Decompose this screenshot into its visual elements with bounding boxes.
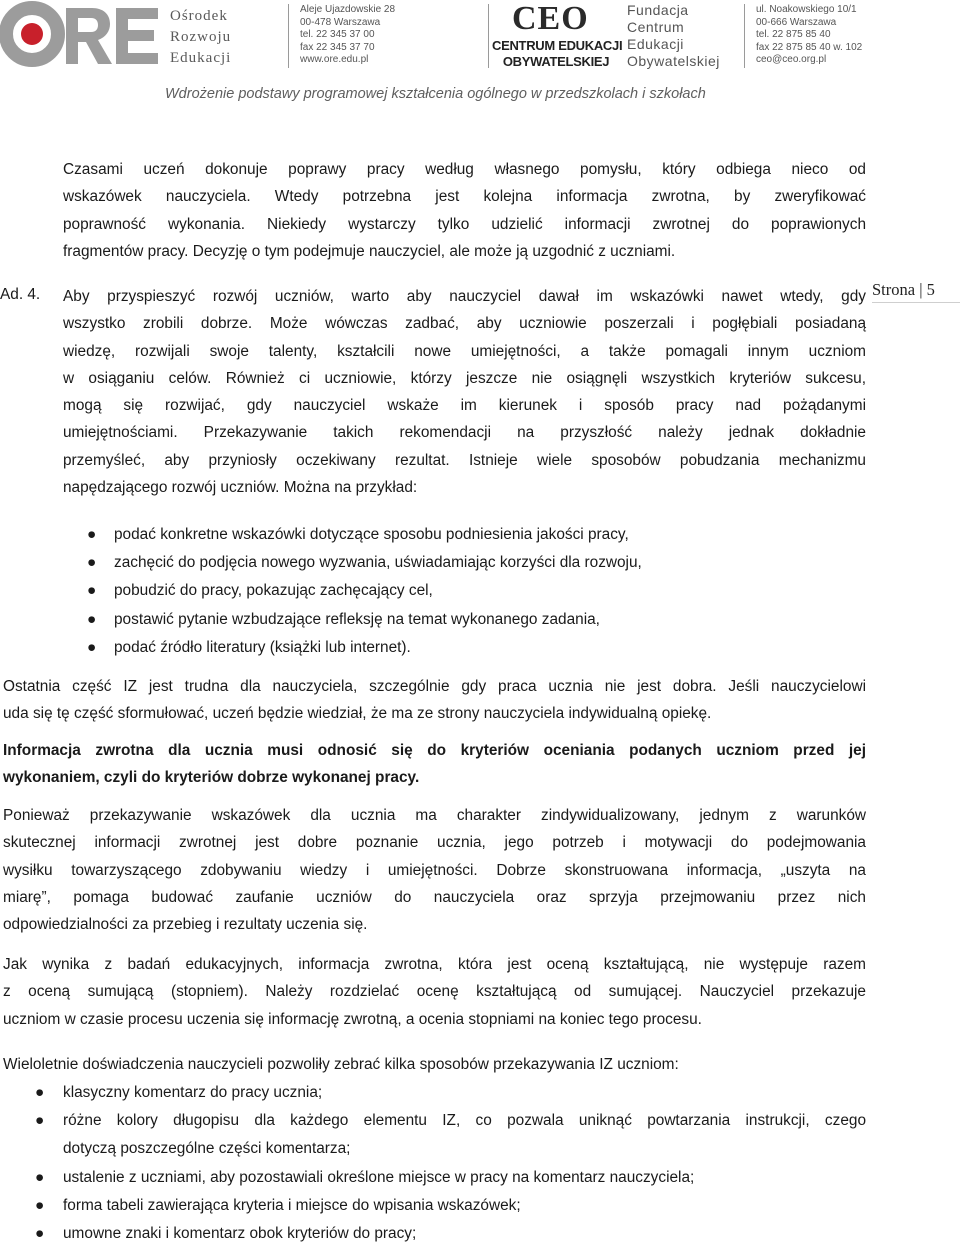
divider bbox=[288, 4, 289, 68]
ceo-address: ul. Noakowskiego 10/1 00-666 Warszawa tel. 22 875 85 40 fax 22 875 85 40 w. 102 ceo@ceo.org.pl bbox=[756, 4, 863, 65]
paragraph: Jak wynika z badań edukacyjnych, informacja zwrotna, która jest oceną kształtującą, nie występuje razem z oceną sumującą (stopniem). Należy rozdzielać ocenę kształtującą od sumującej. Nauczyciel przekazuje uczniom w czasie procesu uczenia się informację zwrotną, a ocenia stopniami na koniec tego procesu. bbox=[3, 956, 866, 1028]
ceo-foundation-name: Fundacja Centrum Edukacji Obywatelskiej bbox=[627, 2, 720, 69]
list-item: ● ustalenie z uczniami, aby pozostawiali określone miejsce w pracy na komentarz nauczyciela; bbox=[35, 1168, 695, 1186]
list-item: ● postawić pytanie wzbudzające refleksję na temat wykonanego zadania, bbox=[87, 610, 600, 628]
ore-logo bbox=[0, 0, 160, 70]
ore-name: Ośrodek Rozwoju Edukacji bbox=[170, 8, 232, 66]
paragraph: Wieloletnie doświadczenia nauczycieli pozwoliły zebrać kilka sposobów przekazywania IZ uczniom: bbox=[3, 1056, 679, 1073]
project-tagline: Wdrożenie podstawy programowej kształcenia ogólnego w przedszkolach i szkołach bbox=[165, 86, 706, 102]
list-item-continuation: dotyczą poszczególne części komentarza; bbox=[63, 1140, 351, 1158]
list-item: ● zachęcić do podjęcia nowego wyzwania, uświadamiając korzyści dla rozwoju, bbox=[87, 554, 642, 572]
list-item: ● klasyczny komentarz do pracy ucznia; bbox=[35, 1084, 323, 1101]
list-item: ● podać konkretne wskazówki dotyczące sposobu podniesienia jakości pracy, bbox=[87, 526, 629, 543]
bullet-list bbox=[87, 521, 642, 662]
section-label: Ad. 4. bbox=[0, 286, 41, 303]
list-item: ● umowne znaki i komentarz obok kryteriów do pracy; bbox=[35, 1225, 417, 1243]
paragraph: Ponieważ przekazywanie wskazówek dla ucznia ma charakter zindywidualizowany, jednym z warunków skutecznej informacji zwrotnej jest dobre poznanie ucznia, jego potrzeb i motywacji do podejmowania wysiłku towarzyszącego zdobywaniu wiedzy i umiejętności. Dobrze skonstruowana informacja, „uszyta na miarę”, pomaga budować zaufanie uczniów do nauczyciela oraz sprzyja przejmowaniu przez nich odpowiedzialności za przebieg i rezultaty uczenia się. bbox=[3, 807, 866, 934]
bold-paragraph: Informacja zwrotna dla ucznia musi odnosić się do kryteriów oceniania podanych uczniom przed jej wykonaniem, czyli do kryteriów dobrze wykonanej pracy. bbox=[3, 742, 866, 787]
list-item: ● podać źródło literatury (książki lub internet). bbox=[87, 638, 411, 656]
ceo-logo: CEO CENTRUM EDUKACJI OBYWATELSKIEJ bbox=[492, 0, 623, 69]
list-item: ● różne kolory długopisu dla każdego elementu IZ, co pozwala uniknąć powtarzania instrukcji, czego bbox=[35, 1112, 866, 1130]
ore-address: Aleje Ujazdowskie 28 00-478 Warszawa tel. 22 345 37 00 fax 22 345 37 70 www.ore.edu.pl bbox=[300, 4, 396, 65]
divider bbox=[488, 4, 489, 68]
list-item: ● forma tabeli zawierająca kryteria i miejsce do wpisania wskazówek; bbox=[35, 1196, 521, 1214]
letterhead bbox=[0, 0, 960, 112]
page-number: Strona | 5 bbox=[872, 280, 960, 303]
list-item: ● pobudzić do pracy, pokazując zachęcający cel, bbox=[87, 582, 433, 600]
divider bbox=[744, 4, 745, 68]
bullet-list bbox=[35, 1079, 866, 1248]
paragraph: Aby przyspieszyć rozwój uczniów, warto aby nauczyciel dawał im wskazówki nawet wtedy, gdy wszystko zrobili dobrze. Może wówczas zadbać, aby uczniowie poszerzali i pogłębiali posiadaną wiedzę, rozwijali swoje talenty, kształcili nowe umiejętności, a także pomagali innym uczniom w osiąganiu celów. Również ci uczniowie, którzy jeszcze nie osiągnęli wszystkich kryteriów sukcesu, mogą się rozwijać, gdy nauczyciel wskaże im kierunek i sposób pracy nad pożądanymi umiejętnościami. Przekazywanie takich rekomendacji na przyszłość należy jednak dokładnie przemyśleć, aby przyniosły oczekiwany rezultat. Istnieje wiele sposobów pobudzania mechanizmu napędzającego rozwój uczniów. Można na przykład: bbox=[63, 288, 866, 497]
paragraph: Ostatnia część IZ jest trudna dla nauczyciela, szczególnie gdy praca ucznia nie jest dobra. Jeśli nauczycielowi uda się tę część sformułować, uczeń będzie wiedział, że ma ze strony nauczyciela indywidualną opiekę. bbox=[3, 678, 866, 723]
paragraph: Czasami uczeń dokonuje poprawy pracy według własnego pomysłu, który odbiega nieco od wskazówek nauczyciela. Wtedy potrzebna jest kolejna informacja zwrotna, by zweryfikować poprawność wykonania. Niekiedy wystarczy tylko udzielić informacji zwrotnej do poprawionych fragmentów pracy. Decyzję o tym podejmuje nauczyciel, ale może ją uzgodnić z uczniami. bbox=[63, 161, 866, 260]
